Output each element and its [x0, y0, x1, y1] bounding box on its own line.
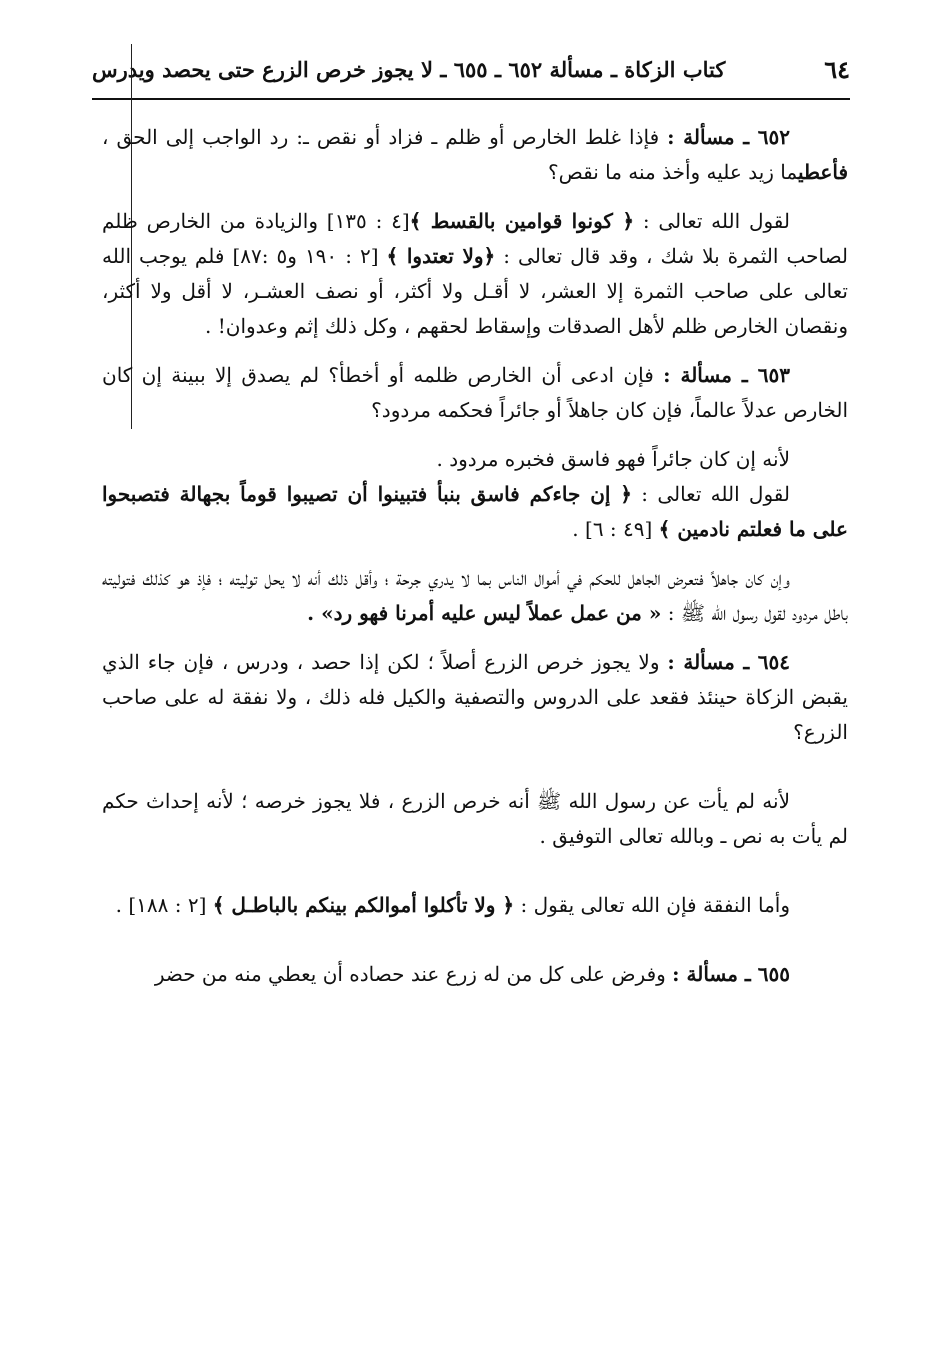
quran-quote: ﴿ إن جاءكم فاسق بنبأ فتبينوا أن تصيبوا قوماً بجهالة فتصبحوا على ما فعلتم نادمين ﴾: [102, 482, 848, 541]
reason-paragraph: [102, 784, 848, 854]
issue-text: فإذا غلط الخارص أو ظلم ـ فزاد أو نقص ـ: رد الواجب إلى الحق ،: [102, 125, 668, 149]
issue-655: [102, 957, 848, 992]
paragraph-text: لأنه لم يأت عن رسول الله ﷺ أنه خرص الزرع ، فلا يجوز خرصه ؛ لأنه إحداث حكم لم يأت به نص ـ وبالله تعالى التوفيق .: [102, 789, 848, 848]
page-number: ٦٤: [824, 55, 850, 84]
quran-quote: ﴿ ولا تأكلوا أموالكم بينكم بالباطـل ﴾: [212, 893, 515, 917]
bold-word: فأعطي: [797, 160, 848, 184]
issue-label: ٦٥٥ ـ مسألة :: [672, 962, 790, 986]
issue-label: ٦٥٣ ـ مسألة :: [663, 363, 790, 387]
quran-quote: ﴿ كونوا قوامين بالقسط ﴾: [409, 209, 635, 233]
issue-text: ولا يجوز خرص الزرع أصلاً ؛ لكن إذا حصد ، ودرس ، فإن جاء الذي يقبض الزكاة حينئذ فقعد على الدروس والتصفية والكيل فله ذلك ، ولا نفقة له على صاحب الزرع؟: [102, 650, 848, 744]
paragraph-text: لقول الله تعالى :: [634, 209, 791, 233]
running-title: كتاب الزكاة ـ مسألة ٦٥٢ ـ ٦٥٥ ـ لا يجوز خرص الزرع حتى يحصد ويدرس: [92, 57, 726, 82]
evidence-paragraph: [102, 888, 848, 923]
issue-652: [102, 120, 848, 190]
paragraph-text: لأنه إن كان جائراً فهو فاسق فخبره مردود .: [436, 447, 790, 471]
reason-paragraph: [102, 442, 848, 477]
issue-654: [102, 645, 848, 750]
page-header: [92, 52, 850, 92]
evidence-paragraph: [102, 477, 848, 547]
paragraph-text: [٤٩ : ٦] .: [572, 517, 659, 541]
paragraph-text: وإن كان جاهلاً فتعرض الجاهل للحكم في أموال الناس بما لا يدري جرحة ؛ وأقل ذلك أنه لا يحل توليته ؛ فإذ هو كذلك فتوليته باطل مردود لقول رسول الله ﷺ :: [102, 566, 848, 625]
paragraph-text: [٢ : ١٨٨] .: [115, 893, 213, 917]
quran-quote: ﴿ولا تعتدوا ﴾: [386, 244, 496, 268]
hadith-quote: « من عمل عملاً ليس عليه أمرنا فهو رد» .: [307, 601, 662, 625]
issue-text: فإن ادعى أن الخارص ظلمه أو أخطأ؟ لم يصدق إلا ببينة إن كان الخارص عدلاً عالماً، فإن كان جاهلاً أو جائراً فحكمه مردود؟: [102, 363, 848, 422]
evidence-paragraph: [102, 204, 848, 344]
issue-label: ٦٥٢ ـ مسألة :: [667, 125, 790, 149]
issue-653: [102, 358, 848, 428]
page-body: [102, 120, 848, 1006]
issue-label: ٦٥٤ ـ مسألة :: [667, 650, 790, 674]
issue-text: ما زيد عليه وأخذ منه ما نقص؟: [547, 160, 798, 184]
paragraph-text: [٤ : ١٣٥] والزيادة من الخارص ظلم لصاحب الثمرة بلا شك ، وقد قال تعالى :: [102, 209, 849, 268]
paragraph-text: [٢ : ١٩٠ و٥ :٨٧] فلم يوجب الله تعالى على صاحب الثمرة إلا العشر، لا أقـل ولا أكثر، أو نصف العشـر، لا أقل ولا أكثر، ونقصان الخارص ظلم لأهل الصدقات وإسقاط لحقهم ، وكل ذلك إثم وعدوان! .: [102, 244, 848, 338]
argument-paragraph: [102, 561, 848, 631]
issue-text: وفرض على كل من له زرع عند حصاده أن يعطي منه من حضر: [154, 962, 673, 986]
paragraph-text: لقول الله تعالى :: [632, 482, 790, 506]
paragraph-text: وأما النفقة فإن الله تعالى يقول :: [514, 893, 790, 917]
header-rule: [92, 98, 850, 100]
